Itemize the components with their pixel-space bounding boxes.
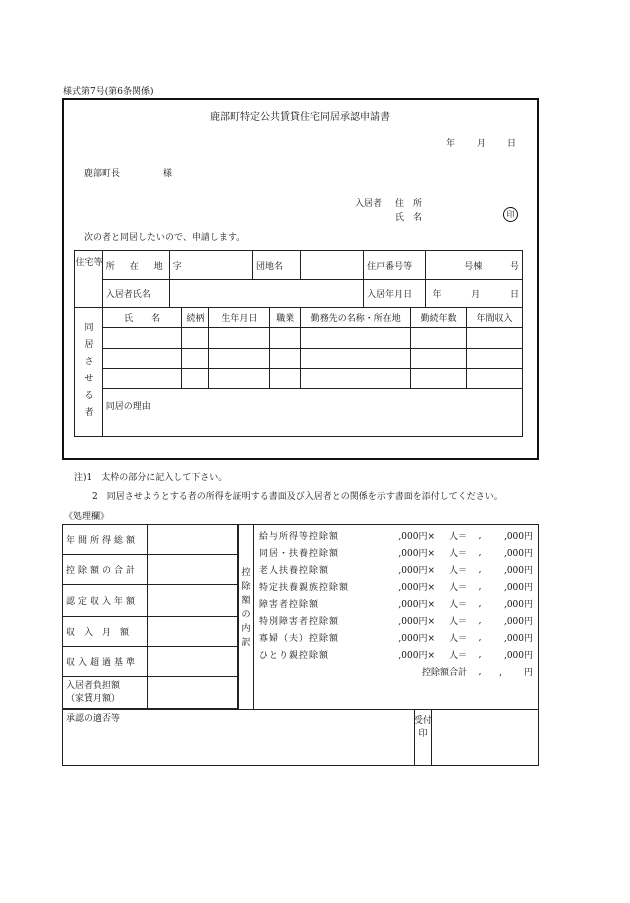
- deduction-sum-label: 控除額合計: [421, 668, 467, 678]
- deduction-total-label: 控除額の合計: [63, 555, 148, 585]
- deduction-sep: ,: [478, 649, 482, 660]
- deduction-sep: ,: [478, 581, 482, 592]
- deduction-unit-amount: ,000円×: [398, 634, 435, 644]
- deduction-sep: ,: [478, 564, 482, 575]
- deduction-total-row: [256, 663, 536, 680]
- deduction-total: ,000円: [503, 532, 533, 542]
- aza-field[interactable]: 字: [169, 251, 252, 280]
- deduction-sum-unit: 円: [523, 668, 533, 678]
- receipt-stamp-area[interactable]: [432, 710, 538, 766]
- deduction-row: [256, 646, 536, 663]
- resident-burden-label: [63, 677, 148, 709]
- deduction-label: 同居・扶養控除額: [259, 549, 340, 559]
- deduction-persons: 人＝: [448, 566, 467, 576]
- approval-label: 承認の適否等: [66, 714, 121, 724]
- applicant-name-label: 氏 名: [395, 213, 423, 223]
- resident-burden-line2: （家賃月額）: [66, 693, 121, 704]
- deduction-unit-amount: ,000円×: [398, 532, 435, 542]
- deduction-row: [256, 595, 536, 612]
- deduction-sep: ,: [478, 530, 482, 541]
- resident-name-label: 入居者氏名: [102, 280, 169, 308]
- deduction-sep: ,: [478, 615, 482, 626]
- move-in-day: 日: [509, 290, 519, 300]
- move-in-field[interactable]: [426, 280, 523, 308]
- date-month: 月: [477, 139, 487, 149]
- deduction-sep: ,: [478, 632, 482, 643]
- reason-field[interactable]: [102, 389, 522, 437]
- deduction-unit-amount: ,000円×: [398, 566, 435, 576]
- addressee-honorific: 様: [163, 169, 173, 179]
- deduction-sep: ,: [478, 598, 482, 609]
- col-birthdate: 生年月日: [209, 308, 270, 328]
- deduction-sum-amount: [490, 663, 536, 680]
- processing-title: 《処理欄》: [64, 512, 110, 522]
- deduction-label: 特別障害者控除額: [259, 617, 340, 627]
- resident-burden-line1: 入居者負担額: [66, 680, 121, 691]
- deduction-unit-amount: ,000円×: [398, 617, 435, 627]
- deduction-total: ,000円: [503, 600, 533, 610]
- unit-no-label: 号: [509, 261, 519, 272]
- col-name: 氏 名: [102, 308, 182, 328]
- deduction-persons: 人＝: [448, 600, 467, 610]
- deduction-row: [256, 578, 536, 595]
- deduction-total: ,000円: [503, 634, 533, 644]
- move-in-year: 年: [432, 290, 442, 300]
- deduction-row: [256, 561, 536, 578]
- reason-label: 同居の理由: [105, 402, 151, 412]
- unit-field[interactable]: [426, 251, 523, 280]
- resident-name-field[interactable]: [169, 280, 363, 308]
- cohabitant-section-label: 同居させる者: [75, 308, 103, 437]
- deduction-unit-amount: ,000円×: [398, 549, 435, 559]
- deduction-persons: 人＝: [448, 583, 467, 593]
- deduction-row: [256, 629, 536, 646]
- complex-label: 団地名: [252, 251, 300, 280]
- excess-income-field[interactable]: [148, 647, 238, 677]
- certified-income-label: 認定収入年額: [63, 585, 148, 617]
- deduction-persons: 人＝: [448, 549, 467, 559]
- housing-section-label: 住宅等: [75, 251, 103, 308]
- certified-income-field[interactable]: [148, 585, 238, 617]
- deduction-total: ,000円: [503, 566, 533, 576]
- annual-income-field[interactable]: [148, 525, 238, 555]
- date-year: 年: [446, 139, 456, 149]
- resident-burden-field[interactable]: [148, 677, 238, 709]
- note-1: 注)1 太枠の部分に記入して下さい。: [74, 473, 228, 483]
- deduction-unit-amount: ,000円×: [398, 583, 435, 593]
- monthly-income-label: 収 入 月 額: [63, 617, 148, 647]
- deduction-unit-amount: ,000円×: [398, 600, 435, 610]
- unit-label: 住戸番号等: [364, 251, 426, 280]
- deduction-label: ひとり親控除額: [259, 651, 330, 661]
- deduction-total: ,000円: [503, 651, 533, 661]
- cohabitant-table: [74, 307, 523, 437]
- excess-income-label: 収入超過基準: [63, 647, 148, 677]
- deduction-persons: 人＝: [448, 617, 467, 627]
- date-day: 日: [507, 139, 517, 149]
- seal-mark: 印: [503, 207, 518, 222]
- deduction-table: [256, 527, 536, 680]
- housing-table: [74, 250, 523, 308]
- col-occupation: 職業: [270, 308, 301, 328]
- monthly-income-field[interactable]: [148, 617, 238, 647]
- deduction-sum-sep1: ,: [478, 666, 482, 677]
- addressee-name: 鹿部町長: [84, 169, 121, 179]
- request-text: 次の者と同居したいので、申請します。: [84, 233, 246, 243]
- complex-field[interactable]: [300, 251, 363, 280]
- receipt-label: 受付印: [414, 716, 433, 739]
- deduction-total: ,000円: [503, 549, 533, 559]
- deduction-persons: 人＝: [448, 532, 467, 542]
- col-workplace: 勤務先の名称・所在地: [301, 308, 411, 328]
- cohabitant-row: [75, 369, 523, 389]
- deduction-total: ,000円: [503, 583, 533, 593]
- deduction-label: 障害者控除額: [259, 600, 320, 610]
- applicant-address-label: 住 所: [395, 199, 423, 209]
- deduction-row: [256, 527, 536, 544]
- deduction-section-label: 控除額の内訳: [241, 568, 251, 648]
- col-relation: 続柄: [182, 308, 209, 328]
- deduction-sum-sep2: ,: [499, 668, 502, 678]
- building-no-label: 号棟: [464, 261, 483, 272]
- cohabitant-row: [75, 349, 523, 369]
- deduction-sep: ,: [478, 547, 482, 558]
- deduction-persons: 人＝: [448, 651, 467, 661]
- deduction-row: [256, 612, 536, 629]
- deduction-unit-amount: ,000円×: [398, 651, 435, 661]
- col-years: 勤続年数: [411, 308, 467, 328]
- deduction-label: 寡婦（夫）控除額: [259, 634, 340, 644]
- location-label: 所 在 地: [102, 251, 169, 280]
- form-title: 鹿部町特定公共賃貸住宅同居承認申請書: [210, 112, 390, 123]
- deduction-total: ,000円: [503, 617, 533, 627]
- form-number: 様式第7号(第6条関係): [63, 87, 154, 97]
- deduction-label: 特定扶養親族控除額: [259, 583, 350, 593]
- applicant-resident-label: 入居者: [355, 199, 383, 209]
- annual-income-label: 年間所得総額: [63, 525, 148, 555]
- deduction-persons: 人＝: [448, 634, 467, 644]
- move-in-label: 入居年月日: [364, 280, 426, 308]
- cohabitant-row: [75, 328, 523, 349]
- processing-left-table: [62, 524, 238, 709]
- deduction-label: 老人扶養控除額: [259, 566, 330, 576]
- approval-field[interactable]: [62, 710, 414, 766]
- note-2: 2 同居させようとする者の所得を証明する書面及び入居者との関係を示す書面を添付してください。: [92, 492, 503, 502]
- deduction-total-field[interactable]: [148, 555, 238, 585]
- deduction-row: [256, 544, 536, 561]
- move-in-month: 月: [471, 290, 481, 300]
- deduction-label: 給与所得等控除額: [259, 532, 340, 542]
- col-income: 年間収入: [467, 308, 523, 328]
